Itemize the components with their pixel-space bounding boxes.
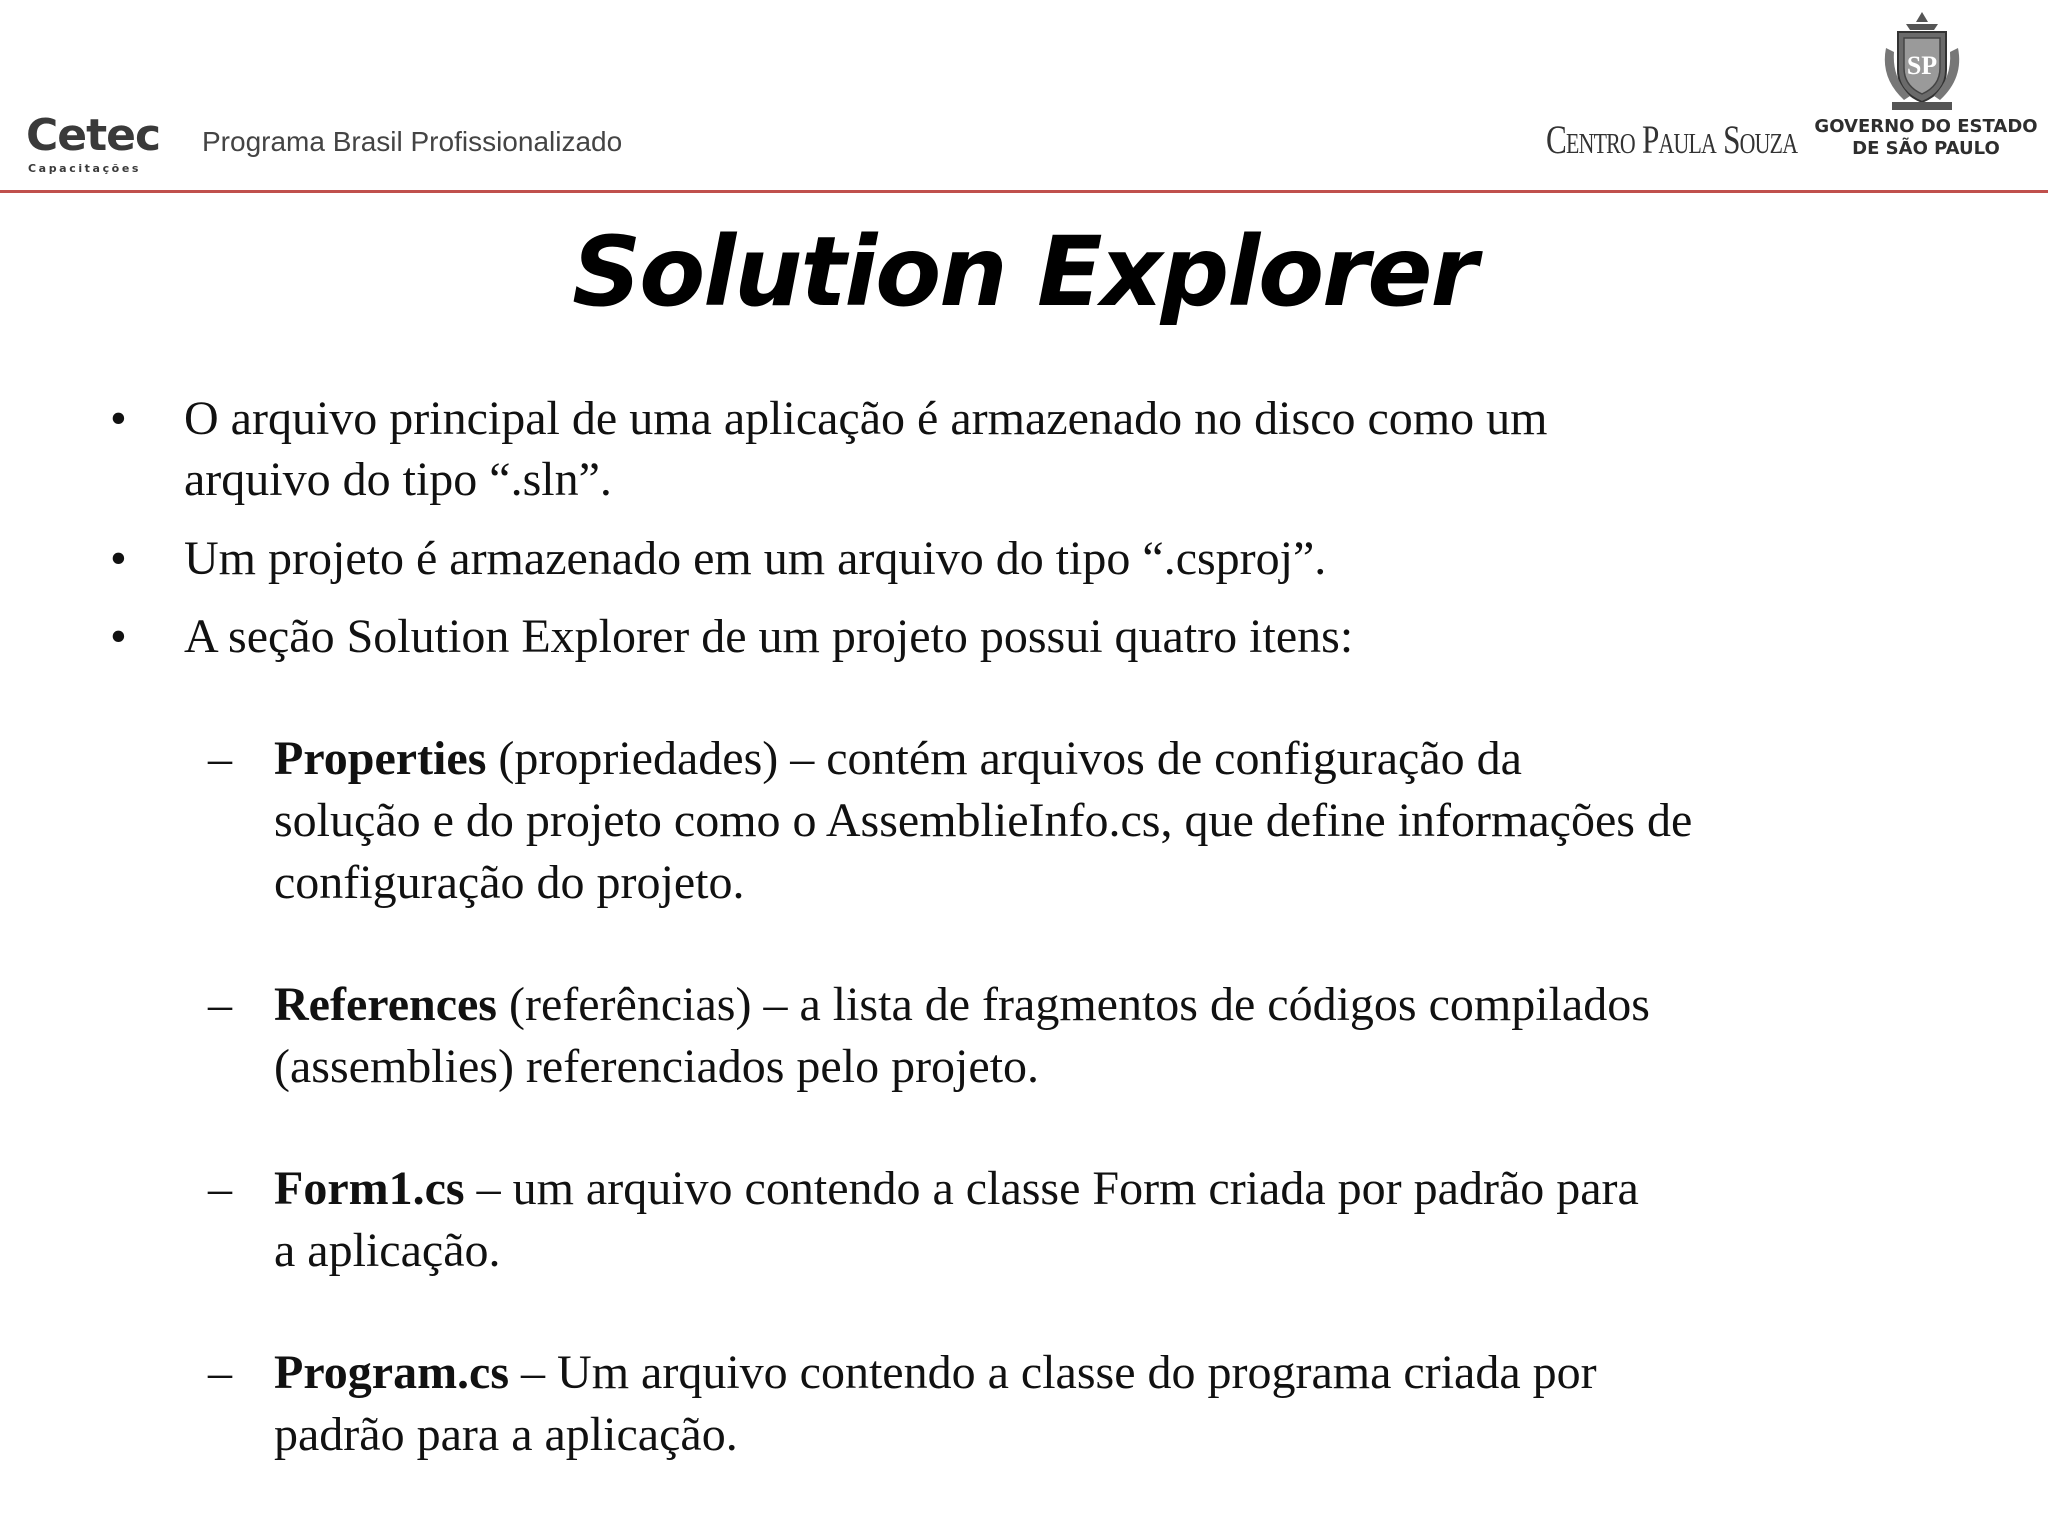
dash-mark: – [208,1346,232,1399]
sub-item-line: a aplicação. [274,1224,501,1277]
sub-item-line [274,728,1994,790]
term-description: (referências) – a lista de fragmentos de códigos compilados [496,978,1650,1031]
crest-letters: SP [1906,51,1938,80]
bullet-text-line: Um projeto é armazenado em um arquivo do tipo “.csproj”. [184,532,1327,585]
program-name: Programa Brasil Profissionalizado [202,126,623,157]
bullet-mark: • [110,392,127,445]
term-description: – um arquivo contendo a classe Form criada por padrão para [464,1162,1639,1215]
dash-mark: – [208,1162,232,1215]
bullet-text-line: O arquivo principal de uma aplicação é armazenado no disco como um [184,392,1548,445]
sub-item-line: (assemblies) referenciados pelo projeto. [274,1040,1040,1093]
sub-item-line: configuração do projeto. [274,856,745,909]
term-label: Properties [274,732,487,785]
cetec-logo [26,112,166,180]
term-label: References [274,978,497,1031]
centro-paula-souza-logo: Centro Paula Souza [1546,117,1798,162]
governo-sao-paulo-text [1808,116,2044,160]
bullet-text-line: arquivo do tipo “.sln”. [184,453,612,506]
slide-header [0,0,2048,196]
gov-line-2: DE SÃO PAULO [1852,138,2000,159]
gov-line-1: GOVERNO DO ESTADO [1814,116,2038,137]
header-divider [0,190,2048,193]
slide-title: Solution Explorer [572,216,1476,328]
sub-item-line [274,1158,1994,1220]
sub-item-line: solução e do projeto como o AssemblieInfo.cs, que define informações de [274,794,1693,847]
bullet-mark: • [110,610,127,663]
bullet-text-line: A seção Solution Explorer de um projeto possui quatro itens: [184,610,1354,663]
dash-mark: – [208,978,232,1031]
cetec-logo-word: Cetec [26,110,161,161]
term-description: – Um arquivo contendo a classe do programa criada por [509,1346,1597,1399]
sub-item-line [274,1342,1994,1404]
bullet-mark: • [110,532,127,585]
term-label: Form1.cs [274,1162,465,1215]
sao-paulo-crest-icon [1876,8,1968,112]
term-description: (propriedades) – contém arquivos de configuração da [486,732,1522,785]
dash-mark: – [208,732,232,785]
term-label: Program.cs [274,1346,510,1399]
cetec-logo-subtitle: Capacitações [28,162,142,175]
sub-item-line: padrão para a aplicação. [274,1408,738,1461]
sub-item-line [274,974,1994,1036]
